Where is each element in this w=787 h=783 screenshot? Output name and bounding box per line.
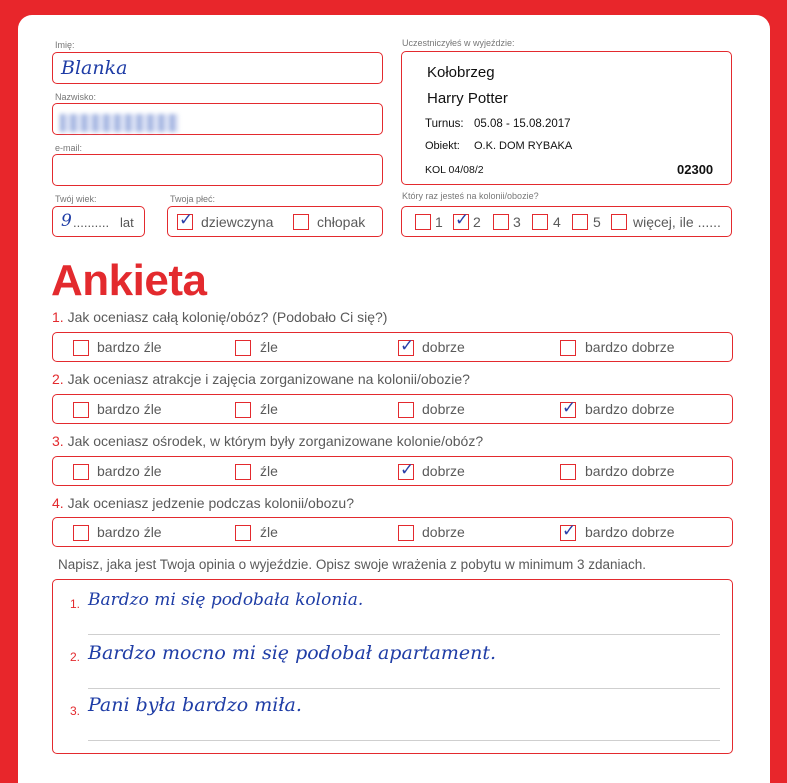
question-number: 4.	[52, 495, 64, 511]
age-unit: lat	[120, 215, 134, 230]
times-option-4: 4	[553, 214, 561, 230]
question-text: Jak oceniasz całą kolonię/obóz? (Podobało Ci się?)	[67, 309, 388, 325]
q1-checkbox-bardzo-zle[interactable]	[73, 340, 89, 356]
q3-option-dobrze: dobrze	[422, 463, 465, 479]
times-option-1: 1	[435, 214, 443, 230]
opinion-line-number: 1.	[70, 597, 81, 611]
gender-option-boy: chłopak	[317, 214, 366, 230]
times-checkbox-more[interactable]	[611, 214, 627, 230]
check-mark-icon: ✓	[562, 521, 577, 541]
rating-row-1	[52, 332, 733, 362]
gender-group	[167, 206, 383, 237]
q1-option-zle: źle	[260, 339, 278, 355]
q4-option-bardzo-zle: bardzo źle	[97, 524, 162, 540]
question-text: Jak oceniasz ośrodek, w którym były zorganizowane kolonie/obóz?	[67, 433, 484, 449]
times-option-3: 3	[513, 214, 521, 230]
times-checkbox-1[interactable]	[415, 214, 431, 230]
object-value: O.K. DOM RYBAKA	[474, 140, 573, 152]
camp-code: KOL 04/08/2	[425, 164, 484, 176]
q3-option-zle: źle	[260, 463, 278, 479]
question-number: 1.	[52, 309, 64, 325]
q1-checkbox-bardzo-dobrze[interactable]	[560, 340, 576, 356]
opinion-line-number: 3.	[70, 704, 81, 718]
q4-checkbox-bardzo-dobrze[interactable]	[560, 521, 577, 541]
question-text: Jak oceniasz atrakcje i zajęcia zorganizowane na kolonii/obozie?	[67, 371, 470, 387]
name-label: Imię:	[55, 40, 75, 50]
survey-title: Ankieta	[51, 256, 207, 305]
question-1	[52, 309, 387, 325]
opinion-prompt: Napisz, jaka jest Twoja opinia o wyjeździe. Opisz swoje wrażenia z pobytu w minimum 3 zdaniach.	[58, 557, 647, 572]
rating-row-4	[52, 517, 733, 547]
turnus-value: 05.08 - 15.08.2017	[474, 118, 571, 130]
object-label: Obiekt:	[425, 140, 460, 152]
q3-checkbox-zle[interactable]	[235, 464, 251, 480]
age-value: 9	[61, 211, 72, 231]
age-label: Twój wiek:	[55, 194, 97, 204]
rating-row-2	[52, 394, 733, 424]
question-number: 2.	[52, 371, 64, 387]
opinion-line-number: 2.	[70, 650, 81, 664]
q1-checkbox-dobrze[interactable]	[398, 336, 415, 356]
q4-option-dobrze: dobrze	[422, 524, 465, 540]
q2-checkbox-zle[interactable]	[235, 402, 251, 418]
name-field[interactable]	[52, 52, 383, 84]
q2-option-zle: źle	[260, 401, 278, 417]
question-2	[52, 371, 470, 387]
camp-info-box	[401, 51, 732, 185]
times-checkbox-5[interactable]	[572, 214, 588, 230]
q1-checkbox-zle[interactable]	[235, 340, 251, 356]
check-mark-icon: ✓	[179, 210, 194, 230]
q3-checkbox-dobrze[interactable]	[398, 460, 415, 480]
q2-checkbox-dobrze[interactable]	[398, 402, 414, 418]
q1-option-bardzo-zle: bardzo źle	[97, 339, 162, 355]
q4-checkbox-bardzo-zle[interactable]	[73, 525, 89, 541]
gender-checkbox-girl[interactable]	[177, 210, 194, 230]
q2-option-dobrze: dobrze	[422, 401, 465, 417]
camp-label: Uczestniczyłeś w wyjeździe:	[402, 38, 515, 48]
times-checkbox-4[interactable]	[532, 214, 548, 230]
email-label: e-mail:	[55, 143, 83, 153]
check-mark-icon: ✓	[400, 460, 415, 480]
gender-option-girl: dziewczyna	[201, 214, 274, 230]
opinion-line-2: Bardzo mocno mi się podobał apartament.	[88, 642, 497, 664]
surname-label: Nazwisko:	[55, 92, 97, 102]
camp-number: 02300	[677, 162, 714, 177]
q3-option-bardzo-dobrze: bardzo dobrze	[585, 463, 675, 479]
q2-checkbox-bardzo-dobrze[interactable]	[560, 398, 577, 418]
check-mark-icon: ✓	[400, 336, 415, 356]
q4-checkbox-zle[interactable]	[235, 525, 251, 541]
email-field[interactable]	[52, 154, 383, 186]
ruled-line	[88, 634, 720, 635]
question-text: Jak oceniasz jedzenie podczas kolonii/obozu?	[67, 495, 354, 511]
gender-checkbox-boy[interactable]	[293, 214, 309, 230]
rating-row-3	[52, 456, 733, 486]
times-option-5: 5	[593, 214, 601, 230]
question-number: 3.	[52, 433, 64, 449]
age-field[interactable]	[52, 206, 145, 237]
times-option-more: więcej, ile ......	[633, 214, 721, 230]
gender-label: Twoja płeć:	[170, 194, 216, 204]
q2-checkbox-bardzo-zle[interactable]	[73, 402, 89, 418]
q2-option-bardzo-zle: bardzo źle	[97, 401, 162, 417]
times-label: Który raz jesteś na kolonii/obozie?	[402, 191, 539, 201]
name-value: Blanka	[61, 57, 128, 79]
q4-option-bardzo-dobrze: bardzo dobrze	[585, 524, 675, 540]
q2-option-bardzo-dobrze: bardzo dobrze	[585, 401, 675, 417]
question-4	[52, 495, 354, 511]
surname-redaction	[60, 114, 178, 132]
camp-city: Kołobrzeg	[427, 64, 495, 81]
check-mark-icon: ✓	[562, 398, 577, 418]
q3-option-bardzo-zle: bardzo źle	[97, 463, 162, 479]
q4-option-zle: źle	[260, 524, 278, 540]
times-checkbox-2[interactable]	[453, 210, 470, 230]
times-checkbox-3[interactable]	[493, 214, 509, 230]
ruled-line	[88, 688, 720, 689]
q4-checkbox-dobrze[interactable]	[398, 525, 414, 541]
camp-theme: Harry Potter	[427, 90, 508, 107]
ruled-line	[88, 740, 720, 741]
check-mark-icon: ✓	[455, 210, 470, 230]
times-option-2: 2	[473, 214, 481, 230]
q1-option-bardzo-dobrze: bardzo dobrze	[585, 339, 675, 355]
q3-checkbox-bardzo-dobrze[interactable]	[560, 464, 576, 480]
opinion-line-3: Pani była bardzo miła.	[88, 694, 302, 716]
turnus-label: Turnus:	[425, 118, 464, 130]
question-3	[52, 433, 483, 449]
opinion-line-1: Bardzo mi się podobała kolonia.	[88, 590, 364, 610]
age-dots: ..........	[73, 215, 110, 230]
q1-option-dobrze: dobrze	[422, 339, 465, 355]
times-group	[401, 206, 732, 237]
q3-checkbox-bardzo-zle[interactable]	[73, 464, 89, 480]
